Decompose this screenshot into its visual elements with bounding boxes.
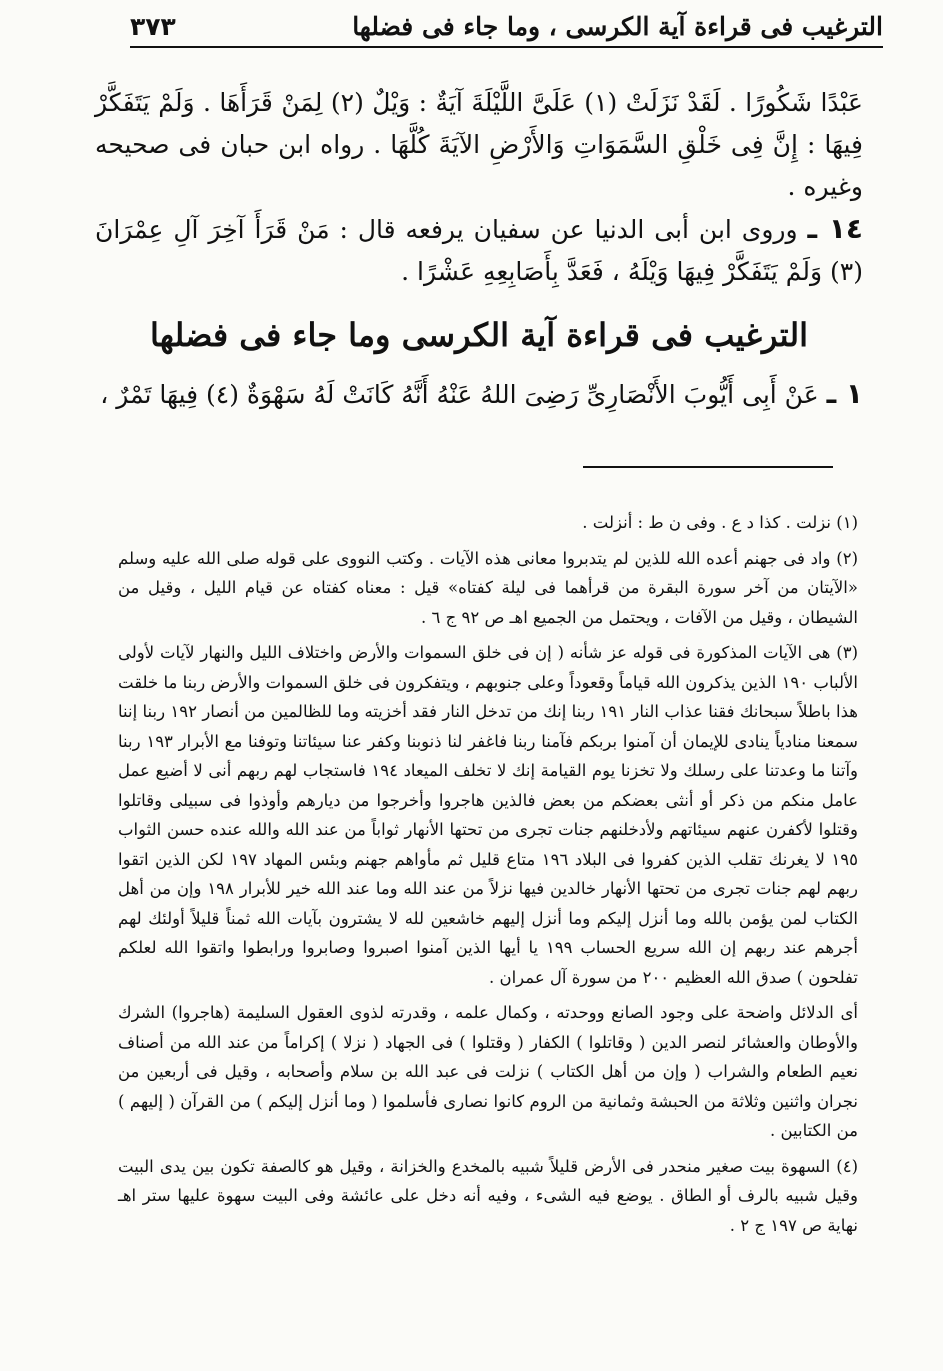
running-title: الترغيب فى قراءة آية الكرسى ، وما جاء فى فضلها	[352, 11, 883, 41]
hadith-number: ١ ـ	[826, 377, 863, 410]
section-heading: الترغيب فى قراءة آية الكرسى وما جاء فى فضلها	[150, 316, 808, 354]
hadith-text: وروى ابن أبى الدنيا عن سفيان يرفعه قال : مَنْ قَرَأَ آخِرَ آلِ عِمْرَانَ (٣) وَلَمْ يَتَفَكَّرْ فِيهَا وَيْلَهُ ، فَعَدَّ بِأَصَابِعِهِ عَشْرًا .	[95, 215, 863, 286]
footnote-1: (١) نزلت . كذا د ع . وفى ن ط : أنزلت .	[582, 513, 858, 532]
footnote-3-commentary: أى الدلائل واضحة على وجود الصانع ووحدته ، وكمال علمه ، وقدرته لذوى العقول السليمة (هاجروا) الشرك والأوطان والعشائر لنصر الدين ( وقاتلوا ) الكفار ( وقتلوا ) فى الجهاد ( نزلا ) إكراماً من عند الله من أصناف نعيم الطعام والشراب ( وإن من أهل الكتاب ) نزلت فى عبد الله بن سلام وأصحابه ، وقيل فى أربعين من نجران واثنين وثلاثة من الحبشة وثمانية من الروم كانوا نصارى فأسلموا ( وما أنزل إليكم ) من القرآن ( إليهم ) من الكتابين .	[118, 1003, 858, 1140]
hadith-number: ١٤ ـ	[807, 212, 864, 245]
footnote-2: (٢) واد فى جهنم أعده الله للذين لم يتدبروا معانى هذه الآيات . وكتب النووى على قوله صلى الله عليه وسلم «الآيتان من آخر سورة البقرة من قرأهما فى ليلة كفتاه» قيل : معناه كفتاه عن قيام الليل ، وقيل من الشيطان ، وقيل من الآفات ، ويحتمل من الجميع اهـ ص ٩٢ ج ٦ .	[118, 548, 858, 627]
hadith-14	[95, 208, 863, 293]
footnotes	[118, 508, 858, 1246]
paragraph-continuation: عَبْدًا شَكُورًا . لَقَدْ نَزَلَتْ (١) عَلَىَّ اللَّيْلَةَ آيَةٌ : وَيْلٌ (٢) لِمَنْ قَرَأَهَا . وَلَمْ يَتَفَكَّرْ فِيهَا : إِنَّ فِى خَلْقِ السَّمَوَاتِ وَالأَرْضِ الآيَةَ كُلَّهَا . رواه ابن حبان فى صحيحه وغيره .	[95, 88, 863, 201]
hadith-text: عَنْ أَبِى أَيُّوبَ الأَنْصَارِىِّ رَضِىَ اللهُ عَنْهُ أَنَّهُ كَانَتْ لَهُ سَهْوَةٌ (٤) فِيهَا تَمْرٌ ،	[100, 380, 819, 409]
hadith-1	[95, 373, 863, 416]
footnote-3: (٣) هى الآيات المذكورة فى قوله عز شأنه ( إن فى خلق السموات والأرض واختلاف الليل والنهار لآيات لأولى الألباب ١٩٠ الذين يذكرون الله قياماً وقعوداً وعلى جنوبهم ، ويتفكرون فى خلق السموات والأرض ربنا ما خلقت هذا باطلاً سبحانك فقنا عذاب النار ١٩١ ربنا إنك من تدخل النار فقد أخزيته وما للظالمين من أنصار ١٩٢ ربنا إننا سمعنا منادياً ينادى للإيمان أن آمنوا بربكم فآمنا ربنا فاغفر لنا ذنوبنا وكفر عنا سيئاتنا وتوفنا مع الأبرار ١٩٣ ربنا وآتنا ما وعدتنا على رسلك ولا تخزنا يوم القيامة إنك لا تخلف الميعاد ١٩٤ فاستجاب لهم ربهم أنى لا أضيع عمل عامل منكم من ذكر أو أنثى بعضكم من بعض فالذين هاجروا وأخرجوا من ديارهم وأوذوا فى سبيلى وقاتلوا وقتلوا لأكفرن عنهم سيئاتهم ولأدخلنهم جنات تجرى من تحتها الأنهار ثواباً من عند الله والله عنده حسن الثواب ١٩٥ لا يغرنك تقلب الذين كفروا فى البلاد ١٩٦ متاع قليل ثم مأواهم جهنم وبئس المهاد ١٩٧ لكن الذين اتقوا ربهم لهم جنات تجرى من تحتها الأنهار خالدين فيها نزلاً من عند الله وما عند الله خير للأبرار ١٩٨ وإن من أهل الكتاب لمن يؤمن بالله وما أنزل إليكم وما أنزل إليهم خاشعين لله لا يشترون بآيات الله ثمناً قليلاً أولئك لهم أجرهم عند ربهم إن الله سريع الحساب ١٩٩ يا أيها الذين آمنوا اصبروا وصابروا ورابطوا واتقوا الله لعلكم تفلحون ) صدق الله العظيم ٢٠٠ من سورة آل عمران .	[118, 643, 859, 987]
page-number: ٣٧٣	[130, 11, 176, 41]
footnote-divider	[0, 466, 943, 468]
main-text	[95, 82, 863, 416]
footnote-4: (٤) السهوة بيت صغير منحدر فى الأرض قليلاً شبيه بالمخدع والخزانة ، وقيل هو كالصفة تكون بين يدى البيت وقيل شبيه بالرف أو الطاق . يوضع فيه الشىء ، وفيه أنه دخل على عائشة وفى البيت سهوة عليها ستر اهـ نهاية ص ١٩٧ ج ٢ .	[118, 1156, 858, 1235]
page-header	[130, 6, 883, 48]
